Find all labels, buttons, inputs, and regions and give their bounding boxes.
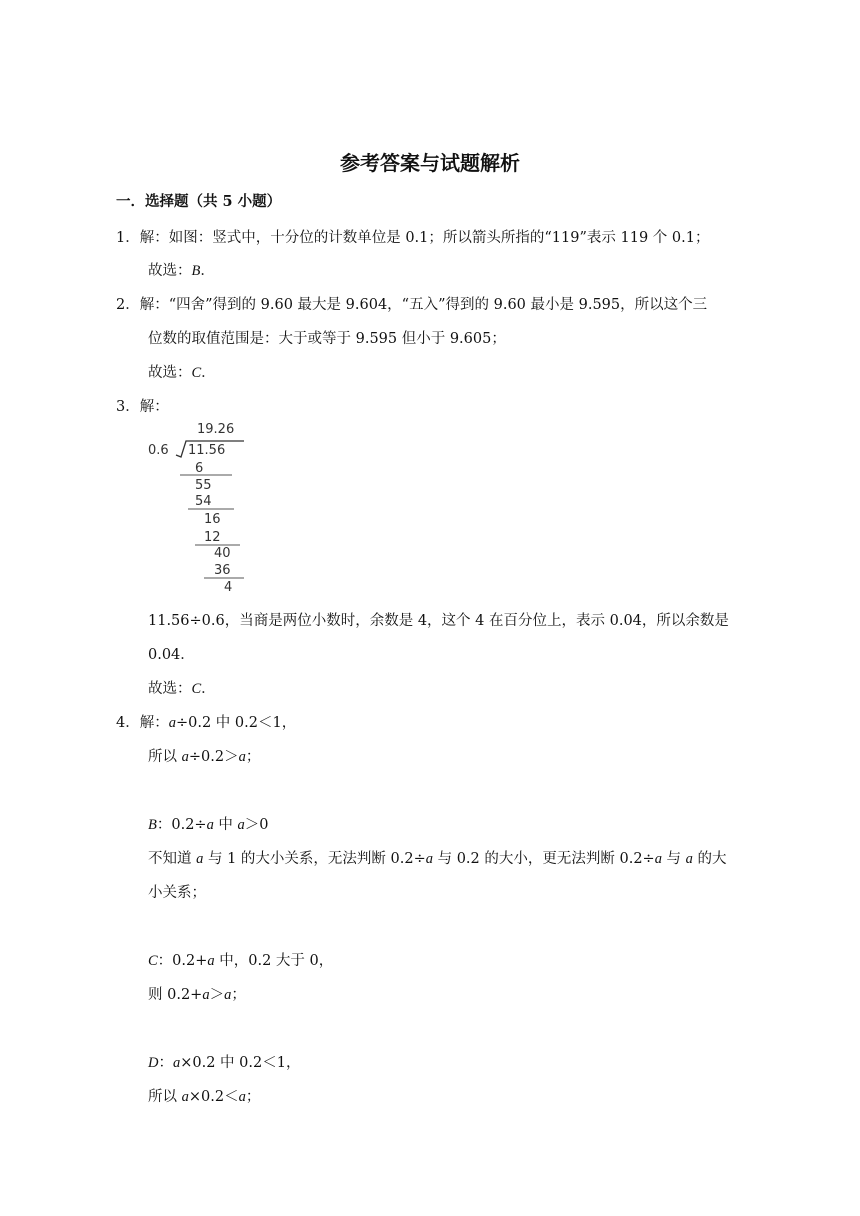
q4-option-a-line2: 所以 a÷0.2＞a； xyxy=(148,749,261,765)
long-division-figure xyxy=(148,417,248,595)
division-step: 54 xyxy=(195,494,212,509)
page-title: 参考答案与试题解析 xyxy=(340,151,520,175)
q4-option-b-line2: 不知道 a 与 1 的大小关系，无法判断 0.2÷a 与 0.2 的大小，更无法判断 0.2÷a 与 a 的大 xyxy=(148,851,727,867)
q4-option-b-line1: B：0.2÷a 中 a＞0 xyxy=(148,817,269,833)
q1-line1: 1．解：如图：竖式中，十分位的计数单位是 0.1；所以箭头所指的“119”表示 119 个 0.1； xyxy=(116,230,710,246)
q1-answer: 故选：B． xyxy=(148,263,215,279)
division-quotient: 19.26 xyxy=(197,422,235,437)
q2-answer: 故选：C． xyxy=(148,365,216,381)
q4-option-a-line1: 4．解：a÷0.2 中 0.2＜1， xyxy=(116,715,297,731)
q4-option-c-line2: 则 0.2+a＞a； xyxy=(148,987,246,1003)
q4-option-d-line1: D：a×0.2 中 0.2＜1， xyxy=(148,1055,301,1071)
division-dividend: 11.56 xyxy=(188,443,226,458)
q3-line2: 11.56÷0.6，当商是两位小数时，余数是 4，这个 4 在百分位上，表示 0.04，所以余数是 xyxy=(148,613,729,629)
q3-line3: 0.04． xyxy=(148,647,195,663)
q3-line1: 3．解： xyxy=(116,399,169,415)
division-step: 12 xyxy=(204,530,221,545)
division-step: 16 xyxy=(204,512,221,527)
division-divisor: 0.6 xyxy=(148,443,169,458)
q4-option-d-line2: 所以 a×0.2＜a； xyxy=(148,1089,261,1105)
q2-line1: 2．解：“四舍”得到的 9.60 最大是 9.604，“五入”得到的 9.60 最小是 9.595，所以这个三 xyxy=(116,297,708,313)
q4-option-c-line1: C：0.2+a 中，0.2 大于 0， xyxy=(148,953,334,969)
division-step: 40 xyxy=(214,546,231,561)
q3-answer: 故选：C． xyxy=(148,681,216,697)
division-step: 36 xyxy=(214,563,231,578)
division-remainder: 4 xyxy=(224,580,233,595)
q2-line2: 位数的取值范围是：大于或等于 9.595 但小于 9.605； xyxy=(148,331,506,347)
division-step: 6 xyxy=(195,461,204,476)
q4-option-b-line3: 小关系； xyxy=(148,885,206,901)
division-step: 55 xyxy=(195,478,212,493)
section-heading: 一．选择题（共 5 小题） xyxy=(116,193,282,210)
